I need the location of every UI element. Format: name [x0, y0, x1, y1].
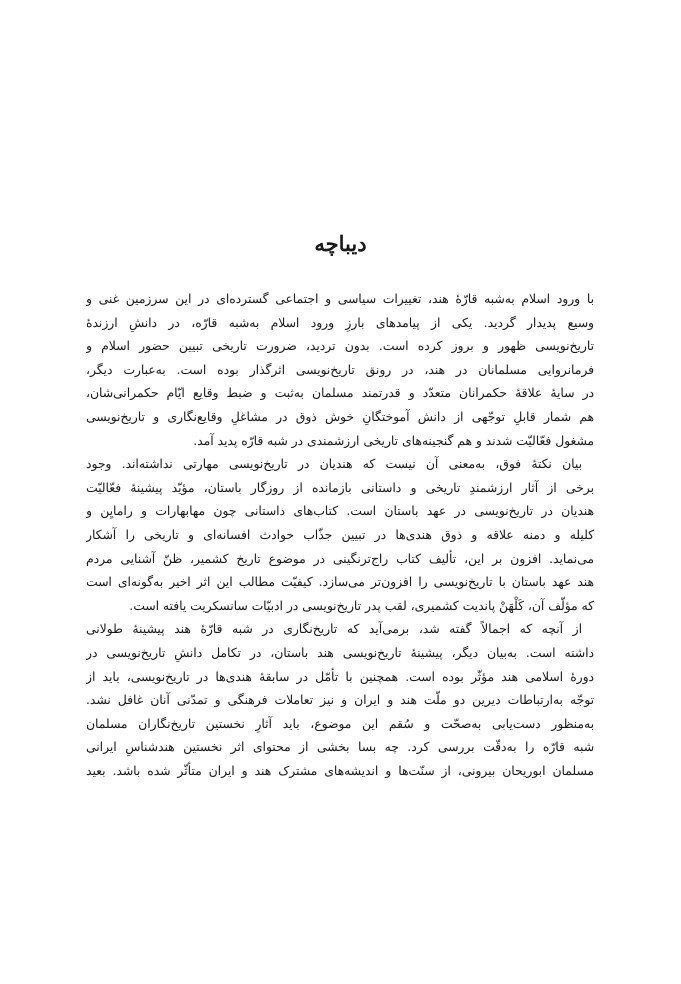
text-line: که مؤلّف آن، کَلْهَنْ پاندیت کشمیری، لقب پدر تاریخ‌نویسی در ادبیّات سانسکریت یافته است. — [129, 598, 594, 613]
text-line: به‌منظور دست‌یابی به‌صحّت و سُقم این موضوع، باید آثارِ نخستین تاریخ‌نگاران مسلمان — [86, 716, 594, 731]
text-line: کلیله و دمنه علاقه و ذوق هندی‌ها در تبیین جذّاب حوادث افسانه‌ای و تاریخی را آشکار — [86, 527, 594, 542]
text-line: برخی از آثار ارزشمندِ تاریخی و داستانی بازمانده از روزگار باستان، مؤیّد پیشینهٔ فعّالیّت — [86, 480, 594, 495]
text-line: داشته است. به‌بیان دیگر، پیشینهٔ تاریخ‌نویسی هند باستان، در تکامل دانشِ تاریخ‌نویسی در — [86, 645, 594, 660]
text-line: شبه قارّه را به‌دقّت بررسی کرد. چه بسا بخشی از محتوای اثر نخستین هندشناسِ ایرانی — [86, 740, 594, 755]
text-line: بیان نکتهٔ فوق، به‌معنی آن نیست که هندیان در تاریخ‌نویسی مهارتی نداشته‌اند. وجود — [86, 457, 582, 472]
body-text — [86, 288, 594, 783]
text-line: وسیع پدیدار گردید. یکی از پیامدهای بارزِ ورود اسلام به‌شبه قارّه، در دانشِ ارزندهٔ — [86, 315, 594, 330]
paragraph-2 — [86, 453, 594, 618]
text-line: هم شمار قابلِ توجّهی از دانش آموختگانِ خوش ذوق در مشاغلِ وقایع‌نگاری و تاریخ‌نویسی — [86, 409, 594, 424]
text-line: مسلمان ابوریحان بیرونی، از سنّت‌ها و اندیشه‌های مشترک هند و ایران متأثّر شده باشد. بعید — [86, 763, 594, 778]
paragraph-3 — [86, 618, 594, 783]
text-line: هندیان در تاریخ‌نویسی در عهد باستان است. کتاب‌های داستانی چون مهابهارات و رامایِن و — [86, 504, 594, 519]
text-line: با ورود اسلام به‌شبه قارّهٔ هند، تغییرات سیاسی و اجتماعی گسترده‌ای در این سرزمین غنی و — [86, 292, 594, 306]
text-line: فرمانروایی مسلمانان در هند، در رونق تاریخ‌نویسی اثرگذار بوده است. به‌عبارت دیگر، — [86, 362, 594, 377]
text-line: در سایهٔ علاقهٔ حکمرانان متعدّد و قدرتمند مسلمان به‌ثبت و ضبط وقایع ایّام حکمرانی‌شان، — [86, 386, 594, 401]
text-line: توجّه به‌ارتباطات دیرین دو ملّت هند و ایران و نیز تعاملات فرهنگی و تمدّنی آنان غافل نشد. — [86, 693, 594, 708]
text-line: هند عهد باستان با تاریخ‌نویسی را افزون‌تر می‌سازد. کیفیّت مطالب این اثر اخیر به‌گونه‌ای است — [86, 575, 594, 590]
text-line: مشغول فعّالیّت شدند و هم گنجینه‌های تاریخی ارزشمندی در شبه قارّه پدید آمد. — [193, 433, 594, 448]
text-line: از آنچه که اجمالاً گفته شد، برمی‌آید که تاریخ‌نگاری در شبه قارّهٔ هند پیشینهٔ طولانی — [86, 622, 582, 637]
text-line: تاریخ‌نویسی ظهور و بروز کرده است. بدون تردید، ضرورت تاریخی تبیین حضور اسلام و — [86, 339, 594, 354]
text-line: دورهٔ اسلامی هند مؤثّر بوده است. همچنین با تأمّل در سابقهٔ هندی‌ها در تاریخ‌نویسی، باید از — [86, 669, 594, 684]
chapter-title: دیباچه — [314, 231, 367, 256]
text-line: می‌نماید. افزون بر این، تألیف کتاب راج‌ترنگینی در موضوع تاریخ کشمیر، ظنّ آشنایی مردم — [86, 551, 594, 566]
paragraph-1 — [86, 288, 594, 453]
